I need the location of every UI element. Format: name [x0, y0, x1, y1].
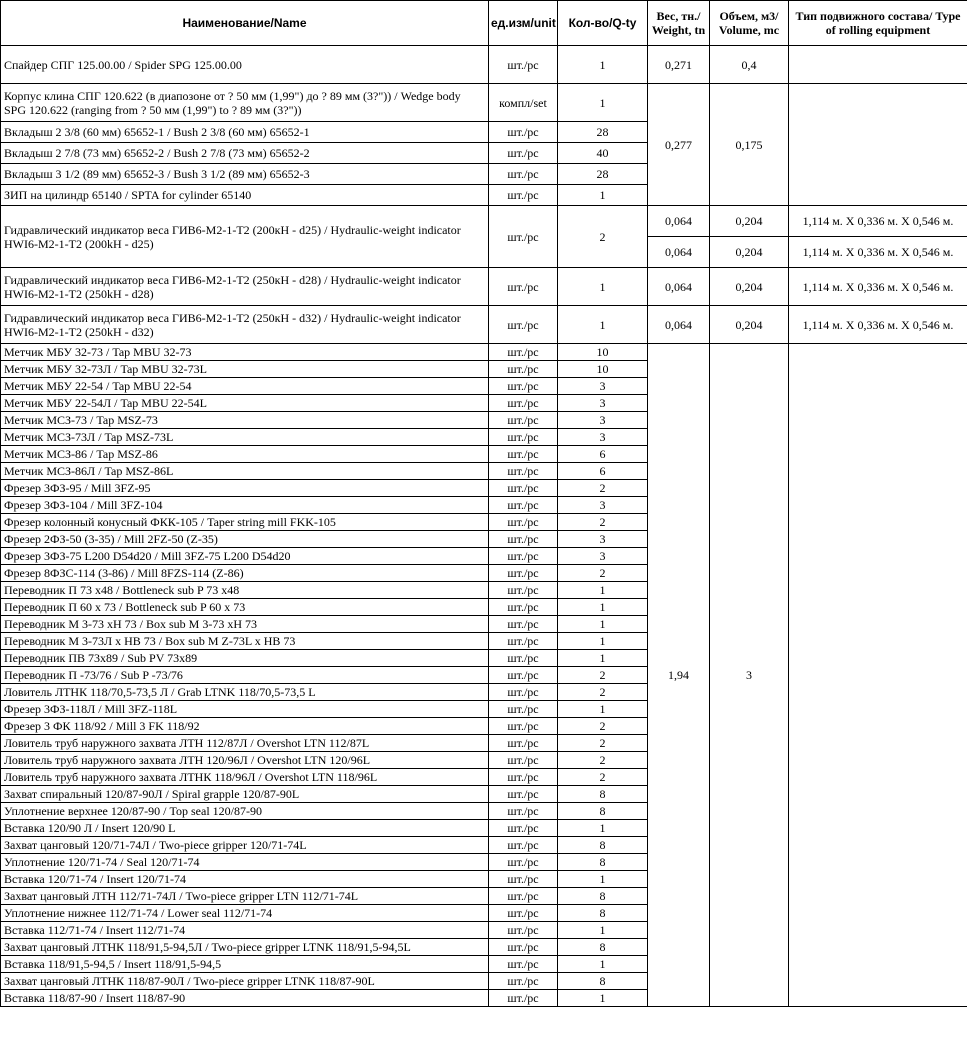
- header-type: Тип подвижного состава/ Type of rolling equipment: [789, 1, 967, 46]
- item-unit: шт./pc: [489, 395, 558, 412]
- item-unit: шт./pc: [489, 701, 558, 718]
- item-type: [789, 46, 967, 84]
- item-unit: шт./pc: [489, 361, 558, 378]
- item-qty: 1: [558, 582, 648, 599]
- item-unit: шт./pc: [489, 463, 558, 480]
- item-qty: 8: [558, 786, 648, 803]
- item-unit: шт./pc: [489, 769, 558, 786]
- item-name: Переводник П -73/76 / Sub P -73/76: [1, 667, 489, 684]
- item-name: Метчик МБУ 32-73Л / Tap MBU 32-73L: [1, 361, 489, 378]
- item-qty: 2: [558, 769, 648, 786]
- item-name: Гидравлический индикатор веса ГИВ6-М2-1-Т2 (250кН - d28) / Hydraulic-weight indicator HWI6-M2-1-T2 (250kH - d28): [1, 268, 489, 306]
- item-name: Вставка 112/71-74 / Insert 112/71-74: [1, 922, 489, 939]
- item-unit: шт./pc: [489, 164, 558, 185]
- item-name: Фрезер 8ФЗС-114 (3-86) / Mill 8FZS-114 (Z-86): [1, 565, 489, 582]
- item-qty: 1: [558, 599, 648, 616]
- item-name: Метчик МСЗ-86 / Tap MSZ-86: [1, 446, 489, 463]
- item-unit: шт./pc: [489, 803, 558, 820]
- item-qty: 3: [558, 548, 648, 565]
- item-qty: 1: [558, 633, 648, 650]
- item-unit: шт./pc: [489, 143, 558, 164]
- item-name: Вкладыш 2 3/8 (60 мм) 65652-1 / Bush 2 3/8 (60 мм) 65652-1: [1, 122, 489, 143]
- item-name: Гидравлический индикатор веса ГИВ6-М2-1-Т2 (200кН - d25) / Hydraulic-weight indicator HWI6-M2-1-T2 (200kH - d25): [1, 206, 489, 268]
- item-qty: 6: [558, 446, 648, 463]
- item-qty: 3: [558, 429, 648, 446]
- item-dimensions: 1,114 м. Х 0,336 м. Х 0,546 м.: [789, 268, 967, 306]
- item-qty: 1: [558, 820, 648, 837]
- item-unit: шт./pc: [489, 268, 558, 306]
- item-name: Уплотнение нижнее 112/71-74 / Lower seal 112/71-74: [1, 905, 489, 922]
- item-name: Метчик МБУ 32-73 / Tap MBU 32-73: [1, 344, 489, 361]
- header-qty: Кол-во/Q-ty: [558, 1, 648, 46]
- group-type: [789, 84, 967, 206]
- item-name: Спайдер СПГ 125.00.00 / Spider SPG 125.00.00: [1, 46, 489, 84]
- item-qty: 2: [558, 206, 648, 268]
- item-name: Фрезер 3 ФК 118/92 / Mill 3 FK 118/92: [1, 718, 489, 735]
- item-name: Фрезер 3ФЗ-118Л / Mill 3FZ-118L: [1, 701, 489, 718]
- item-volume: 0,204: [710, 206, 789, 237]
- item-name: Переводник П 60 х 73 / Bottleneck sub P 60 x 73: [1, 599, 489, 616]
- item-qty: 28: [558, 122, 648, 143]
- item-name: Корпус клина СПГ 120.622 (в диапозоне от ? 50 мм (1,99") до ? 89 мм (3?")) / Wedge body SPG 120.622 (ranging from ? 50 мм (1,99") to ? 89 мм (3?")): [1, 84, 489, 122]
- item-dimensions: 1,114 м. Х 0,336 м. Х 0,546 м.: [789, 206, 967, 237]
- item-unit: шт./pc: [489, 735, 558, 752]
- item-unit: шт./pc: [489, 185, 558, 206]
- item-qty: 1: [558, 922, 648, 939]
- item-name: Фрезер колонный конусный ФКК-105 / Taper string mill FKK-105: [1, 514, 489, 531]
- item-unit: шт./pc: [489, 650, 558, 667]
- item-qty: 1: [558, 84, 648, 122]
- item-unit: шт./pc: [489, 667, 558, 684]
- item-qty: 8: [558, 905, 648, 922]
- item-unit: шт./pc: [489, 565, 558, 582]
- item-qty: 2: [558, 735, 648, 752]
- header-volume: Объем, м3/ Volume, mc: [710, 1, 789, 46]
- item-unit: шт./pc: [489, 122, 558, 143]
- item-unit: шт./pc: [489, 344, 558, 361]
- item-dimensions: 1,114 м. Х 0,336 м. Х 0,546 м.: [789, 237, 967, 268]
- item-unit: шт./pc: [489, 582, 558, 599]
- item-qty: 8: [558, 973, 648, 990]
- item-qty: 3: [558, 378, 648, 395]
- group-weight: 1,94: [648, 344, 710, 1007]
- item-qty: 3: [558, 412, 648, 429]
- item-unit: шт./pc: [489, 616, 558, 633]
- item-name: Захват спиральный 120/87-90Л / Spiral grapple 120/87-90L: [1, 786, 489, 803]
- item-unit: шт./pc: [489, 306, 558, 344]
- item-name: Вставка 118/91,5-94,5 / Insert 118/91,5-94,5: [1, 956, 489, 973]
- item-unit: шт./pc: [489, 854, 558, 871]
- item-qty: 1: [558, 871, 648, 888]
- item-unit: шт./pc: [489, 990, 558, 1007]
- item-volume: 0,204: [710, 268, 789, 306]
- item-weight: 0,064: [648, 237, 710, 268]
- item-name: Фрезер 3ФЗ-75 L200 D54d20 / Mill 3FZ-75 L200 D54d20: [1, 548, 489, 565]
- item-name: Вкладыш 2 7/8 (73 мм) 65652-2 / Bush 2 7/8 (73 мм) 65652-2: [1, 143, 489, 164]
- item-unit: шт./pc: [489, 531, 558, 548]
- item-name: Вкладыш 3 1/2 (89 мм) 65652-3 / Bush 3 1/2 (89 мм) 65652-3: [1, 164, 489, 185]
- table-row: [1, 306, 967, 344]
- item-unit: шт./pc: [489, 599, 558, 616]
- table-row: [1, 46, 967, 84]
- item-unit: шт./pc: [489, 922, 558, 939]
- item-qty: 2: [558, 684, 648, 701]
- item-name: Метчик МБУ 22-54Л / Tap MBU 22-54L: [1, 395, 489, 412]
- item-qty: 3: [558, 497, 648, 514]
- item-weight: 0,271: [648, 46, 710, 84]
- item-qty: 1: [558, 306, 648, 344]
- item-unit: шт./pc: [489, 820, 558, 837]
- item-unit: шт./pc: [489, 497, 558, 514]
- item-qty: 1: [558, 650, 648, 667]
- item-unit: шт./pc: [489, 888, 558, 905]
- header-weight: Вес, тн./ Weight, tn: [648, 1, 710, 46]
- item-qty: 1: [558, 616, 648, 633]
- item-qty: 8: [558, 837, 648, 854]
- item-weight: 0,064: [648, 206, 710, 237]
- item-qty: 3: [558, 395, 648, 412]
- item-weight: 0,064: [648, 268, 710, 306]
- item-qty: 1: [558, 956, 648, 973]
- item-qty: 6: [558, 463, 648, 480]
- item-unit: шт./pc: [489, 684, 558, 701]
- item-name: Метчик МСЗ-73Л / Tap MSZ-73L: [1, 429, 489, 446]
- item-qty: 28: [558, 164, 648, 185]
- item-name: Переводник П 73 х48 / Bottleneck sub P 73 x48: [1, 582, 489, 599]
- item-dimensions: 1,114 м. Х 0,336 м. Х 0,546 м.: [789, 306, 967, 344]
- item-name: Переводник М 3-73 хН 73 / Box sub M 3-73 xH 73: [1, 616, 489, 633]
- item-name: Ловитель труб наружного захвата ЛТНК 118/96Л / Overshot LTN 118/96L: [1, 769, 489, 786]
- item-qty: 8: [558, 854, 648, 871]
- item-name: Захват цанговый ЛТНК 118/87-90Л / Two-piece gripper LTNK 118/87-90L: [1, 973, 489, 990]
- item-qty: 3: [558, 531, 648, 548]
- item-name: Метчик МБУ 22-54 / Tap MBU 22-54: [1, 378, 489, 395]
- item-name: Гидравлический индикатор веса ГИВ6-М2-1-Т2 (250кН - d32) / Hydraulic-weight indicator HWI6-M2-1-T2 (250kH - d32): [1, 306, 489, 344]
- item-name: Ловитель труб наружного захвата ЛТН 112/87Л / Overshot LTN 112/87L: [1, 735, 489, 752]
- item-qty: 10: [558, 361, 648, 378]
- item-qty: 2: [558, 718, 648, 735]
- header-unit: ед.изм/unit: [489, 1, 558, 46]
- item-qty: 1: [558, 46, 648, 84]
- item-name: Захват цанговый 120/71-74Л / Two-piece gripper 120/71-74L: [1, 837, 489, 854]
- item-unit: шт./pc: [489, 412, 558, 429]
- item-name: Захват цанговый ЛТНК 118/91,5-94,5Л / Two-piece gripper LTNK 118/91,5-94,5L: [1, 939, 489, 956]
- item-unit: шт./pc: [489, 871, 558, 888]
- item-qty: 8: [558, 888, 648, 905]
- table-row: [1, 206, 967, 237]
- item-unit: шт./pc: [489, 837, 558, 854]
- item-qty: 2: [558, 480, 648, 497]
- item-name: Метчик МСЗ-86Л / Tap MSZ-86L: [1, 463, 489, 480]
- item-name: Уплотнение верхнее 120/87-90 / Top seal 120/87-90: [1, 803, 489, 820]
- item-qty: 2: [558, 565, 648, 582]
- item-qty: 1: [558, 185, 648, 206]
- item-unit: шт./pc: [489, 46, 558, 84]
- item-unit: шт./pc: [489, 956, 558, 973]
- item-qty: 8: [558, 803, 648, 820]
- item-unit: шт./pc: [489, 514, 558, 531]
- item-volume: 0,204: [710, 306, 789, 344]
- item-qty: 2: [558, 514, 648, 531]
- item-unit: шт./pc: [489, 548, 558, 565]
- item-qty: 8: [558, 939, 648, 956]
- item-name: Переводник ПВ 73х89 / Sub PV 73x89: [1, 650, 489, 667]
- item-unit: шт./pc: [489, 973, 558, 990]
- group-volume: 3: [710, 344, 789, 1007]
- item-qty: 1: [558, 701, 648, 718]
- item-name: Ловитель труб наружного захвата ЛТН 120/96Л / Overshot LTN 120/96L: [1, 752, 489, 769]
- item-name: Вставка 120/71-74 / Insert 120/71-74: [1, 871, 489, 888]
- item-weight: 0,064: [648, 306, 710, 344]
- item-unit: шт./pc: [489, 718, 558, 735]
- table-row: [1, 84, 967, 122]
- item-volume: 0,4: [710, 46, 789, 84]
- item-name: Уплотнение 120/71-74 / Seal 120/71-74: [1, 854, 489, 871]
- item-name: Фрезер 3ФЗ-104 / Mill 3FZ-104: [1, 497, 489, 514]
- item-unit: шт./pc: [489, 633, 558, 650]
- item-qty: 1: [558, 268, 648, 306]
- item-unit: шт./pc: [489, 786, 558, 803]
- item-unit: шт./pc: [489, 206, 558, 268]
- item-unit: компл/set: [489, 84, 558, 122]
- item-name: Ловитель ЛТНК 118/70,5-73,5 Л / Grab LTNK 118/70,5-73,5 L: [1, 684, 489, 701]
- item-volume: 0,204: [710, 237, 789, 268]
- item-qty: 10: [558, 344, 648, 361]
- item-name: ЗИП на цилиндр 65140 / SPTA for cylinder 65140: [1, 185, 489, 206]
- item-unit: шт./pc: [489, 378, 558, 395]
- group-weight: 0,277: [648, 84, 710, 206]
- item-unit: шт./pc: [489, 480, 558, 497]
- item-name: Вставка 120/90 Л / Insert 120/90 L: [1, 820, 489, 837]
- item-unit: шт./pc: [489, 939, 558, 956]
- item-name: Фрезер 3ФЗ-95 / Mill 3FZ-95: [1, 480, 489, 497]
- item-unit: шт./pc: [489, 446, 558, 463]
- table-row: [1, 268, 967, 306]
- header-name: Наименование/Name: [1, 1, 489, 46]
- item-name: Захват цанговый ЛТН 112/71-74Л / Two-piece gripper LTN 112/71-74L: [1, 888, 489, 905]
- item-name: Переводник М 3-73Л х НВ 73 / Box sub M Z-73L x HB 73: [1, 633, 489, 650]
- item-qty: 40: [558, 143, 648, 164]
- item-name: Фрезер 2ФЗ-50 (3-35) / Mill 2FZ-50 (Z-35): [1, 531, 489, 548]
- item-qty: 2: [558, 667, 648, 684]
- group-volume: 0,175: [710, 84, 789, 206]
- item-unit: шт./pc: [489, 752, 558, 769]
- item-qty: 1: [558, 990, 648, 1007]
- header-row: [1, 1, 967, 46]
- group-type: [789, 344, 967, 1007]
- item-qty: 2: [558, 752, 648, 769]
- item-name: Вставка 118/87-90 / Insert 118/87-90: [1, 990, 489, 1007]
- item-name: Метчик МСЗ-73 / Tap MSZ-73: [1, 412, 489, 429]
- table-row: [1, 344, 967, 361]
- item-unit: шт./pc: [489, 905, 558, 922]
- item-unit: шт./pc: [489, 429, 558, 446]
